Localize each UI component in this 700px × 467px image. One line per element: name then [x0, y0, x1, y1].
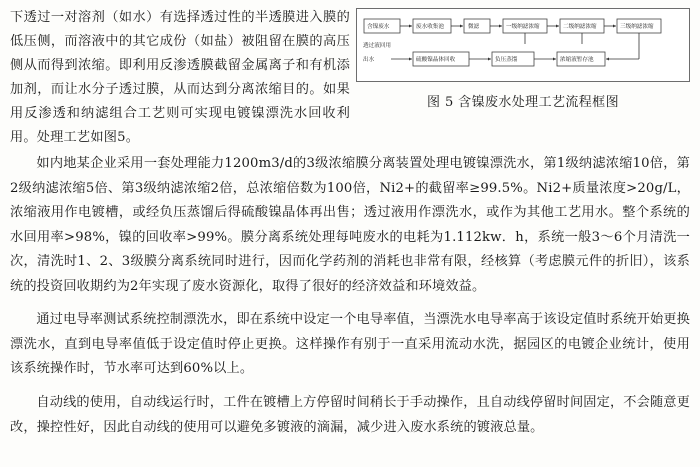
svg-text:浓缩液暂存池: 浓缩液暂存池	[560, 57, 594, 63]
figure-caption: 图 5 含镍废水处理工艺流程框图	[427, 95, 619, 110]
svg-text:负压蒸馏: 负压蒸馏	[495, 57, 518, 63]
svg-text:透过液回用: 透过液回用	[363, 43, 391, 49]
flow-diagram-svg	[361, 14, 683, 76]
svg-text:废水收集池: 废水收集池	[416, 24, 444, 30]
body-text	[0, 152, 700, 440]
svg-text:出水: 出水	[363, 57, 375, 63]
svg-text:三级纳滤浓缩: 三级纳滤浓缩	[620, 24, 654, 30]
svg-text:二级纳滤浓缩: 二级纳滤浓缩	[563, 24, 597, 30]
paragraph-2: 通过电导率测试系统控制漂洗水，即在系统中设定一个电导率值，当漂洗水电导率高于该设定值时系统开始更换漂洗水，直到电导率值低于设定值时停止更换。这样操作有别于一直采用流动水洗，据园区的电镀企业统计，使用该系统操作时，节水率可达到60%以上。	[10, 312, 690, 377]
svg-text:微滤: 微滤	[468, 24, 480, 30]
svg-text:一级纳滤浓缩: 一级纳滤浓缩	[506, 24, 540, 30]
top-section	[0, 0, 700, 150]
paragraph-3: 自动线的使用，自动线运行时，工件在镀槽上方停留时间稍长于手动操作，且自动线停留时间固定，不会随意更改，操控性好，因此自动线的使用可以避免多镀液的滴漏，减少进入废水系统的镀液总量。	[10, 395, 690, 435]
figure-block	[350, 6, 690, 110]
paragraph-1: 如内地某企业采用一套处理能力1200m3/d的3级浓缩膜分离装置处理电镀镍漂洗水，第1级纳滤浓缩10倍，第2级纳滤浓缩5倍、第3级纳滤浓缩2倍，总浓缩倍数为100倍，Ni2+的截留率≥99.5%。Ni2+质量浓度>20g/L，浓缩液用作电镀槽，或经负压蒸馏后得硫酸镍晶体再出售；透过液用作漂洗水，或作为其他工艺用水。整个系统的水回用率>98%，镍的回收率>99%。膜分离系统处理每吨废水的电耗为1.112kw．h，系统一般3～6个月清洗一次，清洗时1、2、3级膜分离系统同时进行，因而化学药剂的消耗也非常有限，经核算（考虑膜元件的折旧），该系统的投资回收期约为2年实现了废水资源化，取得了很好的经济效益和环境效益。	[10, 156, 690, 294]
top-paragraph: 下透过一对溶剂（如水）有选择透过性的半透膜进入膜的低压侧，而溶液中的其它成份（如盐）被阻留在膜的高压侧从而得到浓缩。即利用反渗透膜截留金属离子和有机添加剂，而让水分子透过膜，从而达到分离浓缩目的。如果用反渗透和纳滤组合工艺则可实现电镀镍漂洗水回收利用。处理工艺如图5。	[10, 10, 350, 146]
figure-5	[356, 8, 690, 110]
svg-text:硫酸镍晶体回收: 硫酸镍晶体回收	[416, 57, 456, 63]
flow-diagram	[356, 8, 690, 82]
svg-text:含镍废水: 含镍废水	[367, 24, 390, 30]
